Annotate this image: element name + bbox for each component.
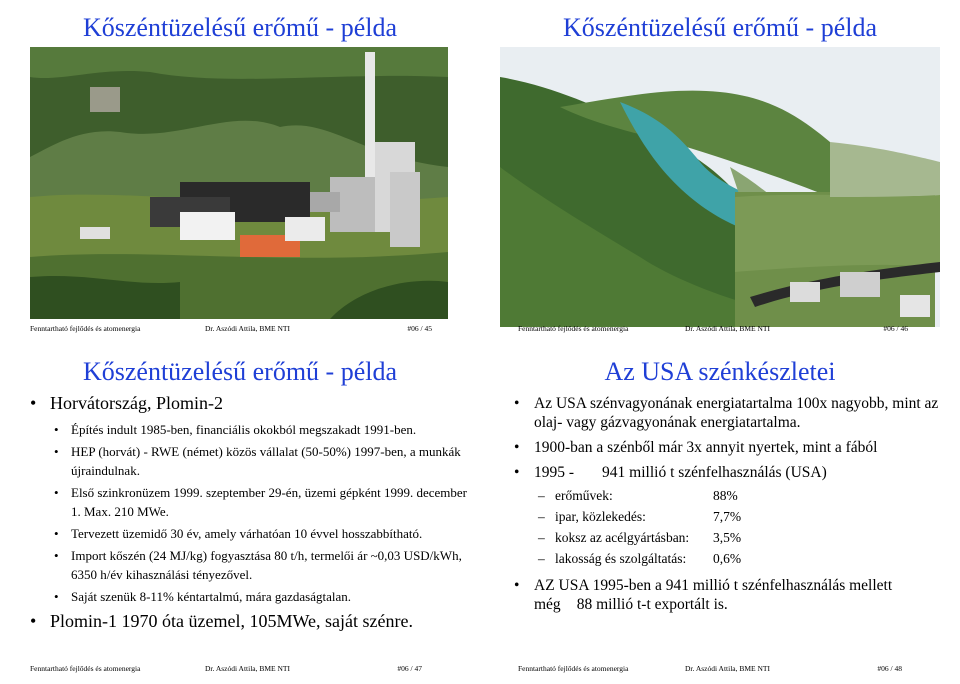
footer-page: #06 / 45 [407, 324, 432, 333]
bay-plant-photo [500, 47, 940, 327]
slide-title: Kőszéntüzelésű erőmű - példa [82, 357, 398, 386]
bullet-level2: • Építés indult 1985-ben, financiális okokból megszakadt 1991-ben. [54, 422, 417, 437]
bullet-level2: • Import kőszén (24 MJ/kg) fogyasztása 80 t/h, termelői ár ~0,03 USD/kWh, 6350 h/év kihasználási tényezővel. [54, 548, 462, 582]
bullet-level2: • HEP (horvát) - RWE (német) közös vállalat (50-50%) 1997-ben, a munkák újraindulnak. [54, 444, 461, 478]
slide-body [30, 392, 470, 638]
bullet-level1: • 1900-ban a szénből már 3x annyit nyertek, mint a fából [514, 439, 878, 456]
slide-body [510, 394, 940, 620]
usage-row: – erőművek: 88% [538, 488, 738, 503]
slide-title: Kőszéntüzelésű erőmű - példa [82, 13, 398, 42]
slide-title: Az USA szénkészletei [604, 357, 836, 386]
footer-page: #06 / 47 [397, 664, 422, 673]
footer-author: Dr. Aszódi Attila, BME NTI [205, 324, 290, 333]
footer [0, 663, 480, 675]
footer-course: Fenntartható fejlődés és atomenergia [30, 324, 141, 333]
footer-author: Dr. Aszódi Attila, BME NTI [685, 664, 770, 673]
footer-author: Dr. Aszódi Attila, BME NTI [685, 324, 770, 333]
footer [480, 663, 960, 675]
bullet-level2: • Első szinkronüzem 1999. szeptember 29-én, üzemi gépként 1999. december 1. Max. 210 MWe. [54, 485, 468, 519]
power-plant-photo [30, 47, 448, 319]
bullet-level1: • Az USA szénvagyonának energiatartalma 100x nagyobb, mint az olaj- vagy gázvagyonának energiatartalma. [514, 395, 939, 431]
footer [0, 323, 480, 335]
usage-row: – lakosság és szolgáltatás: 0,6% [538, 551, 742, 566]
slide-45 [0, 0, 480, 342]
bullet-level2: • Tervezett üzemidő 30 év, amely várhatóan 10 évvel hosszabbítható. [54, 526, 423, 541]
bullet-level1: • AZ USA 1995-ben a 941 millió t szénfelhasználás mellett még 88 millió t-t exportált is. [514, 577, 893, 613]
bullet-level1: • Plomin-1 1970 óta üzemel, 105MWe, saját szénre. [30, 611, 413, 631]
slide-48 [480, 342, 960, 684]
footer-course: Fenntartható fejlődés és atomenergia [518, 664, 629, 673]
bullet-level1: • 1995 - 941 millió t szénfelhasználás (USA) [514, 464, 827, 481]
usage-row: – ipar, közlekedés: 7,7% [538, 509, 742, 524]
footer-page: #06 / 46 [883, 324, 908, 333]
usage-row: – koksz az acélgyártásban: 3,5% [538, 530, 742, 545]
slide-47 [0, 342, 480, 684]
bullet-level2: • Saját szenük 8-11% kéntartalmú, mára gazdaságtalan. [54, 589, 351, 604]
slide-46 [480, 0, 960, 342]
footer [480, 323, 960, 335]
footer-course: Fenntartható fejlődés és atomenergia [518, 324, 629, 333]
footer-author: Dr. Aszódi Attila, BME NTI [205, 664, 290, 673]
footer-course: Fenntartható fejlődés és atomenergia [30, 664, 141, 673]
footer-page: #06 / 48 [877, 664, 902, 673]
bullet-level1: • Horvátország, Plomin-2 [30, 393, 223, 413]
slide-title: Kőszéntüzelésű erőmű - példa [562, 13, 878, 42]
